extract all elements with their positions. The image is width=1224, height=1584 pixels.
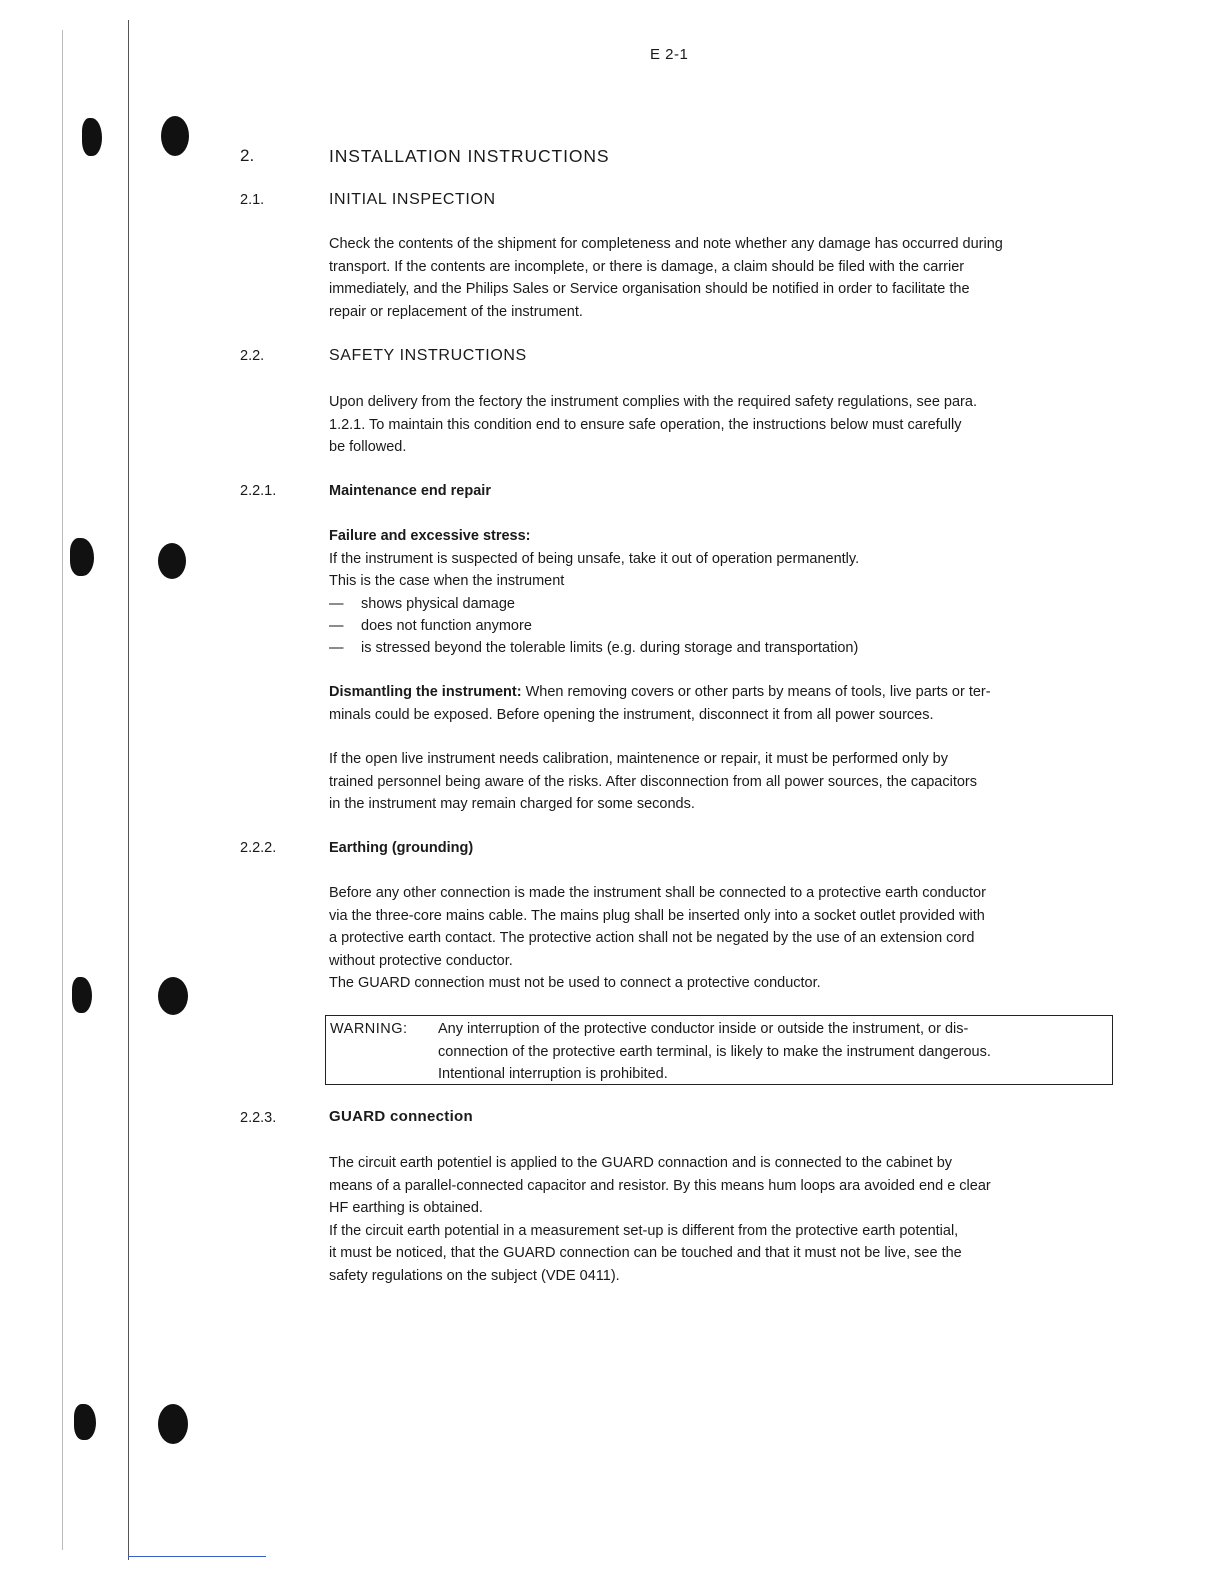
bottom-rule (128, 1556, 266, 1557)
text-line: Any interruption of the protective conductor inside or outside the instrument, or dis- (438, 1021, 969, 1037)
binder-hole-mark (74, 1404, 96, 1440)
margin-line (128, 20, 129, 1560)
text-line: This is the case when the instrument (329, 573, 565, 589)
binder-hole (161, 116, 189, 156)
text-line: The GUARD connection must not be used to connect a protective conductor. (329, 975, 821, 991)
text-line: connection of the protective earth terminal, is likely to make the instrument dangerous. (438, 1043, 991, 1060)
text-line: without protective conductor. (329, 952, 513, 969)
list-item: — shows physical damage (329, 593, 858, 615)
warning-text (438, 1018, 1106, 1086)
text-line: repair or replacement of the instrument. (329, 303, 583, 320)
page-number: E 2-1 (650, 46, 689, 63)
failure-paragraph (329, 525, 1109, 593)
section-number: 2.1. (240, 192, 265, 208)
text-line: trained personnel being aware of the risks. After disconnection from all power sources, the capacitors (329, 773, 978, 790)
failure-heading: Failure and excessive stress: (329, 528, 531, 544)
section-title: INSTALLATION INSTRUCTIONS (329, 146, 610, 166)
text-line: Upon delivery from the fectory the instrument complies with the required safety regulations, see para. (329, 394, 977, 410)
dismantling-paragraph (329, 681, 1109, 726)
section-title: Maintenance end repair (329, 483, 491, 499)
text-line: Before any other connection is made the instrument shall be connected to a protective earth conductor (329, 885, 986, 901)
text-line: be followed. (329, 439, 407, 455)
warning-label: WARNING: (330, 1021, 408, 1037)
text-line: immediately, and the Philips Sales or Service organisation should be notified in order to facilitate the (329, 281, 970, 297)
section-number: 2.2.3. (240, 1110, 277, 1126)
section-title: INITIAL INSPECTION (329, 191, 496, 208)
text-line: If the open live instrument needs calibration, maintenence or repair, it must be performed only by (329, 751, 948, 767)
text-line: When removing covers or other parts by means of tools, live parts or ter- (525, 684, 991, 700)
dismantling-heading: Dismantling the instrument: (329, 684, 522, 700)
text-line: If the circuit earth potential in a measurement set-up is different from the protective earth potential, (329, 1222, 959, 1239)
binder-hole-mark (70, 538, 94, 576)
section-number: 2. (240, 146, 255, 165)
section-number: 2.2.2. (240, 840, 277, 856)
text-line: in the instrument may remain charged for some seconds. (329, 796, 695, 812)
safety-paragraph (329, 391, 1109, 459)
text-line: transport. If the contents are incomplete, or there is damage, a claim should be filed with the carrier (329, 258, 965, 275)
warning-box (325, 1015, 1113, 1085)
text-line: safety regulations on the subject (VDE 0411). (329, 1267, 620, 1284)
section-title: SAFETY INSTRUCTIONS (329, 347, 527, 364)
page-edge-line (62, 30, 63, 1550)
text-line: The circuit earth potentiel is applied to the GUARD connaction and is connected to the cabinet by (329, 1155, 953, 1171)
text-line: minals could be exposed. Before opening the instrument, disconnect it from all power sources. (329, 706, 934, 723)
text-line: Intentional interruption is prohibited. (438, 1066, 668, 1082)
failure-condition-list (329, 593, 858, 659)
binder-hole-mark (72, 977, 92, 1013)
binder-hole-mark (82, 118, 102, 156)
text-line: via the three-core mains cable. The mains plug shall be inserted only into a socket outlet provided with (329, 907, 985, 924)
section-title: Earthing (grounding) (329, 840, 474, 856)
text-line: a protective earth contact. The protective action shall not be negated by the use of an extension cord (329, 930, 975, 946)
section-title: GUARD connection (329, 1108, 473, 1125)
earthing-paragraph (329, 882, 1109, 995)
binder-hole (158, 977, 188, 1015)
section-number: 2.2. (240, 348, 265, 364)
text-line: 1.2.1. To maintain this condition end to ensure safe operation, the instructions below must carefully (329, 416, 962, 433)
binder-hole (158, 543, 186, 579)
section-number: 2.2.1. (240, 483, 277, 499)
list-item: — is stressed beyond the tolerable limits (e.g. during storage and transportation) (329, 637, 858, 659)
binder-hole (158, 1404, 188, 1444)
guard-paragraph (329, 1152, 1109, 1287)
calibration-paragraph (329, 748, 1109, 816)
list-item: — does not function anymore (329, 615, 858, 637)
dash-bullet: — (329, 640, 344, 656)
dash-bullet: — (329, 596, 344, 612)
text-line: Check the contents of the shipment for completeness and note whether any damage has occurred during (329, 236, 1003, 252)
dash-bullet: — (329, 618, 344, 634)
text-line: HF earthing is obtained. (329, 1200, 483, 1216)
text-line: it must be noticed, that the GUARD connection can be touched and that it must not be live, see the (329, 1245, 962, 1261)
text-line: If the instrument is suspected of being unsafe, take it out of operation permanently. (329, 550, 860, 567)
text-line: means of a parallel-connected capacitor and resistor. By this means hum loops ara avoided end e clear (329, 1177, 991, 1194)
initial-inspection-paragraph (329, 233, 1109, 323)
